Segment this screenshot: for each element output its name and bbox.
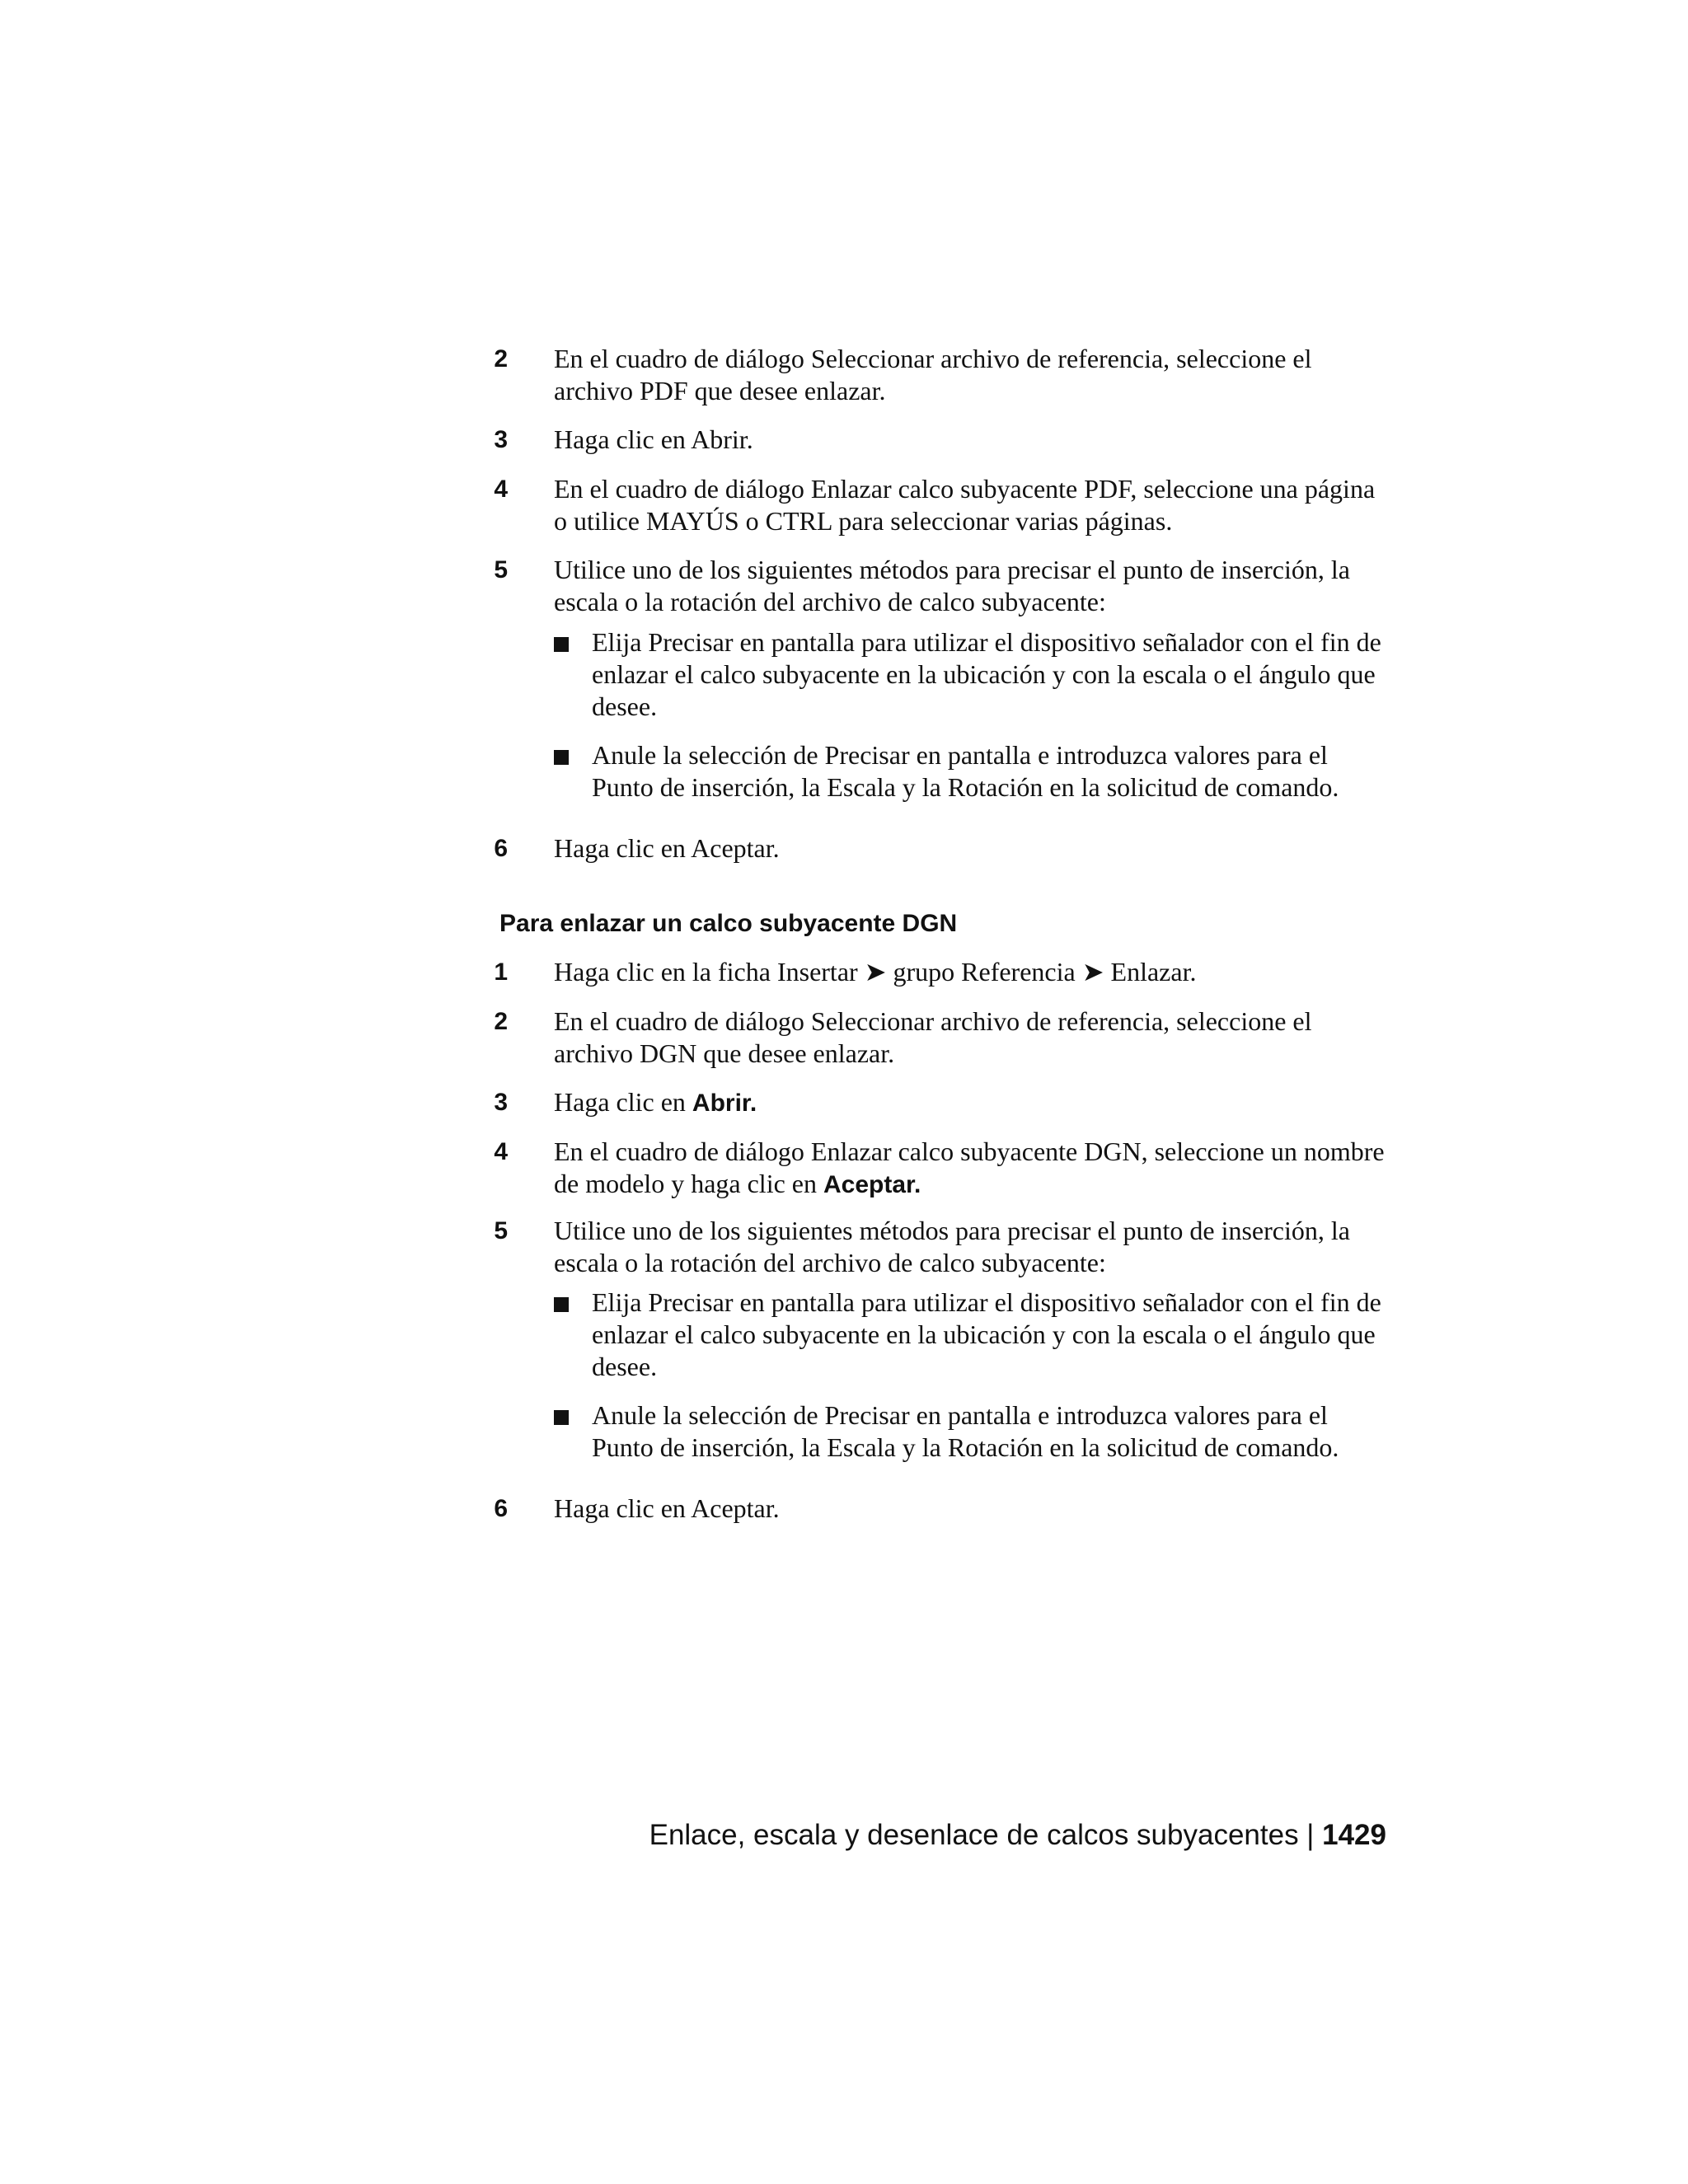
step-text: Haga clic en Aceptar. bbox=[554, 1493, 780, 1523]
step-number: 4 bbox=[494, 1138, 508, 1165]
bullet-square-icon bbox=[554, 1297, 569, 1312]
step-number: 6 bbox=[494, 1495, 508, 1522]
step-number: 4 bbox=[494, 476, 508, 503]
footer-separator: | bbox=[1298, 1819, 1323, 1851]
step-text bbox=[554, 1086, 1386, 1119]
step-number: 1 bbox=[494, 958, 508, 986]
step-text: Haga clic en Aceptar. bbox=[554, 833, 780, 863]
step-number: 6 bbox=[494, 835, 508, 862]
page-footer bbox=[649, 1817, 1386, 1854]
step-text-plain: En el cuadro de diálogo Enlazar calco subyacente DGN, seleccione un nombre de modelo y haga clic en bbox=[554, 1137, 1385, 1198]
step-text: En el cuadro de diálogo Seleccionar archivo de referencia, seleccione el archivo DGN que desee enlazar. bbox=[554, 1006, 1312, 1068]
bullet-square-icon bbox=[554, 637, 569, 652]
step-text: Utilice uno de los siguientes métodos para precisar el punto de inserción, la escala o la rotación del archivo de calco subyacente: bbox=[554, 1216, 1350, 1277]
step-text: En el cuadro de diálogo Seleccionar archivo de referencia, seleccione el archivo PDF que desee enlazar. bbox=[554, 344, 1312, 405]
ui-label-bold: Abrir. bbox=[692, 1090, 757, 1117]
bullet-square-icon bbox=[554, 750, 569, 765]
section-heading: Para enlazar un calco subyacente DGN bbox=[499, 910, 958, 937]
step-number: 5 bbox=[494, 1217, 508, 1244]
bullet-square-icon bbox=[554, 1410, 569, 1425]
step-text bbox=[554, 1136, 1386, 1201]
step-text: Utilice uno de los siguientes métodos para precisar el punto de inserción, la escala o la rotación del archivo de calco subyacente: bbox=[554, 555, 1350, 616]
bullet-text: Elija Precisar en pantalla para utilizar el dispositivo señalador con el fin de enlazar el calco subyacente en la ubicación y con la escala o el ángulo que desee. bbox=[592, 1287, 1381, 1381]
step-number: 2 bbox=[494, 1008, 508, 1035]
footer-title: Enlace, escala y desenlace de calcos subyacentes bbox=[649, 1819, 1299, 1851]
step-text: Haga clic en Abrir. bbox=[554, 424, 753, 454]
bullet-text: Anule la selección de Precisar en pantalla e introduzca valores para el Punto de inserción, la Escala y la Rotación en la solicitud de comando. bbox=[592, 740, 1339, 802]
step-number: 3 bbox=[494, 426, 508, 453]
step-text: En el cuadro de diálogo Enlazar calco subyacente PDF, seleccione una página o utilice MAYÚS o CTRL para seleccionar varias páginas. bbox=[554, 474, 1376, 536]
step-number: 5 bbox=[494, 556, 508, 583]
step-number: 3 bbox=[494, 1089, 508, 1116]
step-text-plain: Haga clic en bbox=[554, 1087, 692, 1117]
bullet-text: Elija Precisar en pantalla para utilizar el dispositivo señalador con el fin de enlazar el calco subyacente en la ubicación y con la escala o el ángulo que desee. bbox=[592, 627, 1381, 721]
step-number: 2 bbox=[494, 345, 508, 373]
bullet-text: Anule la selección de Precisar en pantalla e introduzca valores para el Punto de inserción, la Escala y la Rotación en la solicitud de comando. bbox=[592, 1400, 1339, 1462]
step-text: Haga clic en la ficha Insertar ➤ grupo Referencia ➤ Enlazar. bbox=[554, 957, 1197, 987]
ui-label-bold: Aceptar. bbox=[823, 1171, 921, 1198]
page-number: 1429 bbox=[1322, 1819, 1386, 1851]
